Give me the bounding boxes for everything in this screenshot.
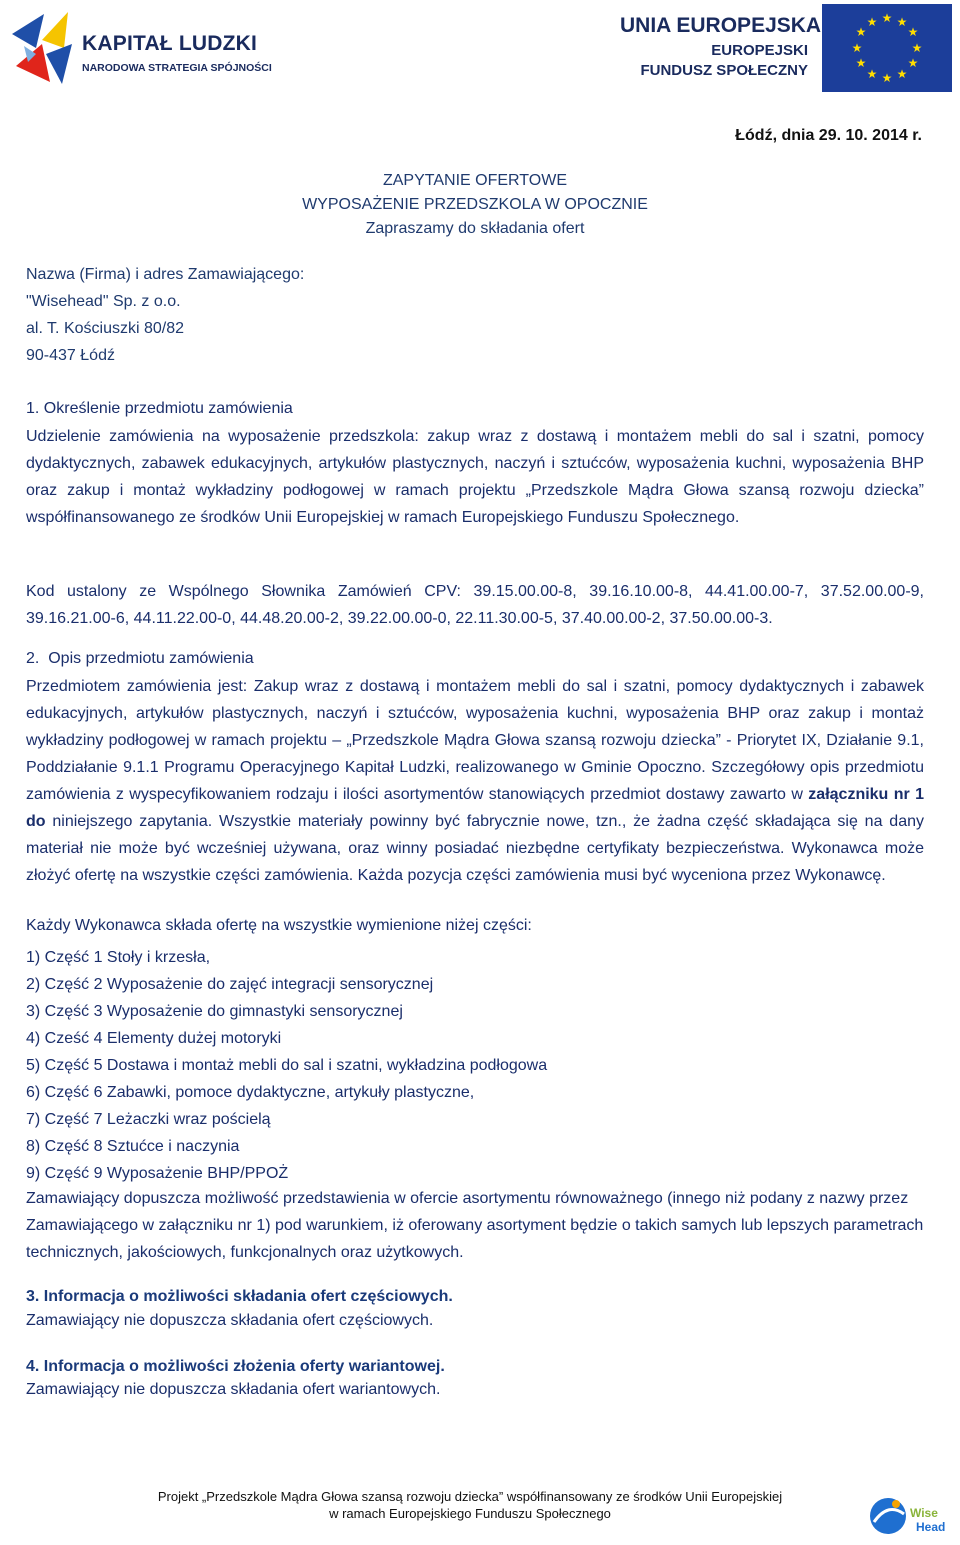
list-item: 2) Część 2 Wyposażenie do zajęć integracji sensorycznej (26, 976, 434, 993)
list-item: 7) Część 7 Leżaczki wraz pościelą (26, 1111, 271, 1128)
svg-text:★: ★ (896, 15, 908, 29)
address-label: Nazwa (Firma) i adres Zamawiającego: (26, 266, 305, 283)
section-2-body-part-a: Przedmiotem zamówienia jest: Zakup wraz z dostawą i montażem mebli do sal i szatni, pomocy dydaktycznych i zabawek edukacyjnych, artykułów plastycznych, naczyń i sztućców, wyposażenia kuchni, wyposażenia BHP oraz zakup i montaż wykładziny podłogowej w ramach projektu – „Przedszkole Mądra Głowa szansą rozwoju dziecka” - Priorytet IX, Działanie 9.1, Poddziałanie 9.1.1 Programu Operacyjnego Kapitał Ludzki, realizowanego w Gminie Opoczno. Szczegółowy opis przedmiotu zamówienia z wyspecyfikowaniem rodzaju i ilości asortymentów stanowiących przedmiot dostawy zawarto w (26, 678, 924, 803)
document-date: Łódź, dnia 29. 10. 2014 r. (735, 127, 922, 144)
svg-text:★: ★ (911, 41, 923, 55)
svg-text:★: ★ (896, 67, 908, 81)
svg-text:★: ★ (881, 11, 893, 25)
eu-logo-line3: FUNDUSZ SPOŁECZNY (640, 62, 808, 79)
document-invitation: Zapraszamy do składania ofert (365, 220, 585, 237)
svg-text:★: ★ (866, 67, 878, 81)
attachment-reference: załączniku nr 1 do (26, 786, 925, 830)
footer-text (90, 1488, 850, 1522)
section-2-body-part-b: niniejszego zapytania. Wszystkie materiały powinny być fabrycznie nowe, tzn., że żadna część składająca się na dany materiał nie może być wcześniej używana, oraz winny posiadać niezbędne certyfikaty bezpieczeństwa. Wykonawca może złożyć ofertę na wszystkie części zamówienia. Każda pozycja części zamówienia musi być wyceniona przez Wykonawcę. (26, 813, 924, 884)
parts-list (26, 944, 547, 1187)
kapital-ludzki-subtitle: NARODOWA STRATEGIA SPÓJNOŚCI (82, 62, 272, 74)
svg-text:★: ★ (866, 15, 878, 29)
svg-text:★: ★ (907, 56, 919, 70)
svg-text:★: ★ (855, 25, 867, 39)
list-item: 4) Cześć 4 Elementy dużej motoryki (26, 1030, 282, 1047)
kapital-ludzki-title: KAPITAŁ LUDZKI (82, 32, 258, 55)
section-3-heading: 3. Informacja o możliwości składania ofert częściowych. (26, 1288, 453, 1305)
eu-logo-line1: UNIA EUROPEJSKA (620, 14, 822, 37)
svg-text:★: ★ (855, 56, 867, 70)
list-item: 9) Część 9 Wyposażenie BHP/PPOŻ (26, 1165, 289, 1182)
document-subtitle: WYPOSAŻENIE PRZEDSZKOLA W OPOCZNIE (302, 196, 648, 213)
list-item: 6) Część 6 Zabawki, pomoce dydaktyczne, artykuły plastyczne, (26, 1084, 475, 1101)
wisehead-logo-word2: Head (916, 1520, 946, 1534)
section-1-heading: 1. Określenie przedmiotu zamówienia (26, 400, 293, 417)
address-street: al. T. Kościuszki 80/82 (26, 320, 185, 337)
list-item: 3) Część 3 Wyposażenie do gimnastyki sensorycznej (26, 1003, 403, 1020)
list-item: 1) Część 1 Stoły i krzesła, (26, 949, 211, 966)
document-title: ZAPYTANIE OFERTOWE (382, 172, 568, 189)
section-2-title: Opis przedmiotu zamówienia (48, 650, 254, 667)
kapital-ludzki-logo (6, 4, 286, 94)
address-city: 90-437 Łódź (26, 347, 115, 364)
footer-line-1: Projekt „Przedszkole Mądra Głowa szansą rozwoju dziecka” współfinansowany ze środków Unii Europejskiej (157, 1489, 783, 1504)
section-3-body: Zamawiający nie dopuszcza składania ofert częściowych. (26, 1312, 434, 1329)
svg-text:★: ★ (907, 25, 919, 39)
section-1-body: Udzielenie zamówienia na wyposażenie przedszkola: zakup wraz z dostawą i montażem mebli do sal i szatni, pomocy dydaktycznych, zabawek edukacyjnych, artykułów plastycznych, naczyń i sztućców, wyposażenia kuchni, wyposażenia BHP oraz zakup i montaż wykładziny podłogowej w ramach projektu „Przedszkole Mądra Głowa szansą rozwoju dziecka” współfinansowanego ze środków Unii Europejskiej w ramach Europejskiego Funduszu Społecznego. (26, 428, 924, 526)
section-2-number: 2. (26, 650, 40, 667)
parts-intro: Każdy Wykonawca składa ofertę na wszystkie wymienione niżej części: (26, 917, 532, 934)
eu-logo-line2: EUROPEJSKI (711, 42, 808, 59)
svg-text:★: ★ (881, 71, 893, 85)
eu-efs-logo (620, 4, 955, 94)
address-company: "Wisehead" Sp. z o.o. (26, 293, 181, 310)
section-4-body: Zamawiający nie dopuszcza składania ofert wariantowych. (26, 1381, 441, 1398)
equivalent-clause: Zamawiający dopuszcza możliwość przedstawienia w ofercie asortymentu równoważnego (innego niż podany z nazwy przez Zamawiającego w załączniku nr 1) pod warunkiem, iż oferowany asortyment będzie o takich samych lub lepszych parametrach technicznych, jakościowych, funkcjonalnych oraz użytkowych. (26, 1190, 924, 1261)
footer-line-2: w ramach Europejskiego Funduszu Społecznego (329, 1506, 611, 1521)
section-4-heading: 4. Informacja o możliwości złożenia oferty wariantowej. (26, 1358, 445, 1375)
section-2-body (26, 673, 924, 889)
eu-flag-icon (822, 4, 952, 92)
wisehead-logo (866, 1492, 956, 1540)
section-2-heading (26, 650, 254, 668)
section-1-cpv: Kod ustalony ze Wspólnego Słownika Zamówień CPV: 39.15.00.00-8, 39.16.10.00-8, 44.41.00.00-7, 37.52.00.00-9, 39.16.21.00-6, 44.11.22.00-0, 44.48.20.00-2, 39.22.00.00-0, 22.11.30.00-5, 37.40.00.00-2, 37.50.00.00-3. (26, 583, 924, 627)
list-item: 8) Część 8 Sztućce i naczynia (26, 1138, 240, 1155)
kapital-ludzki-emblem-icon (6, 4, 78, 92)
svg-text:★: ★ (851, 41, 863, 55)
wisehead-logo-word1: Wise (910, 1506, 938, 1520)
list-item: 5) Część 5 Dostawa i montaż mebli do sal i szatni, wykładzina podłogowa (26, 1057, 548, 1074)
